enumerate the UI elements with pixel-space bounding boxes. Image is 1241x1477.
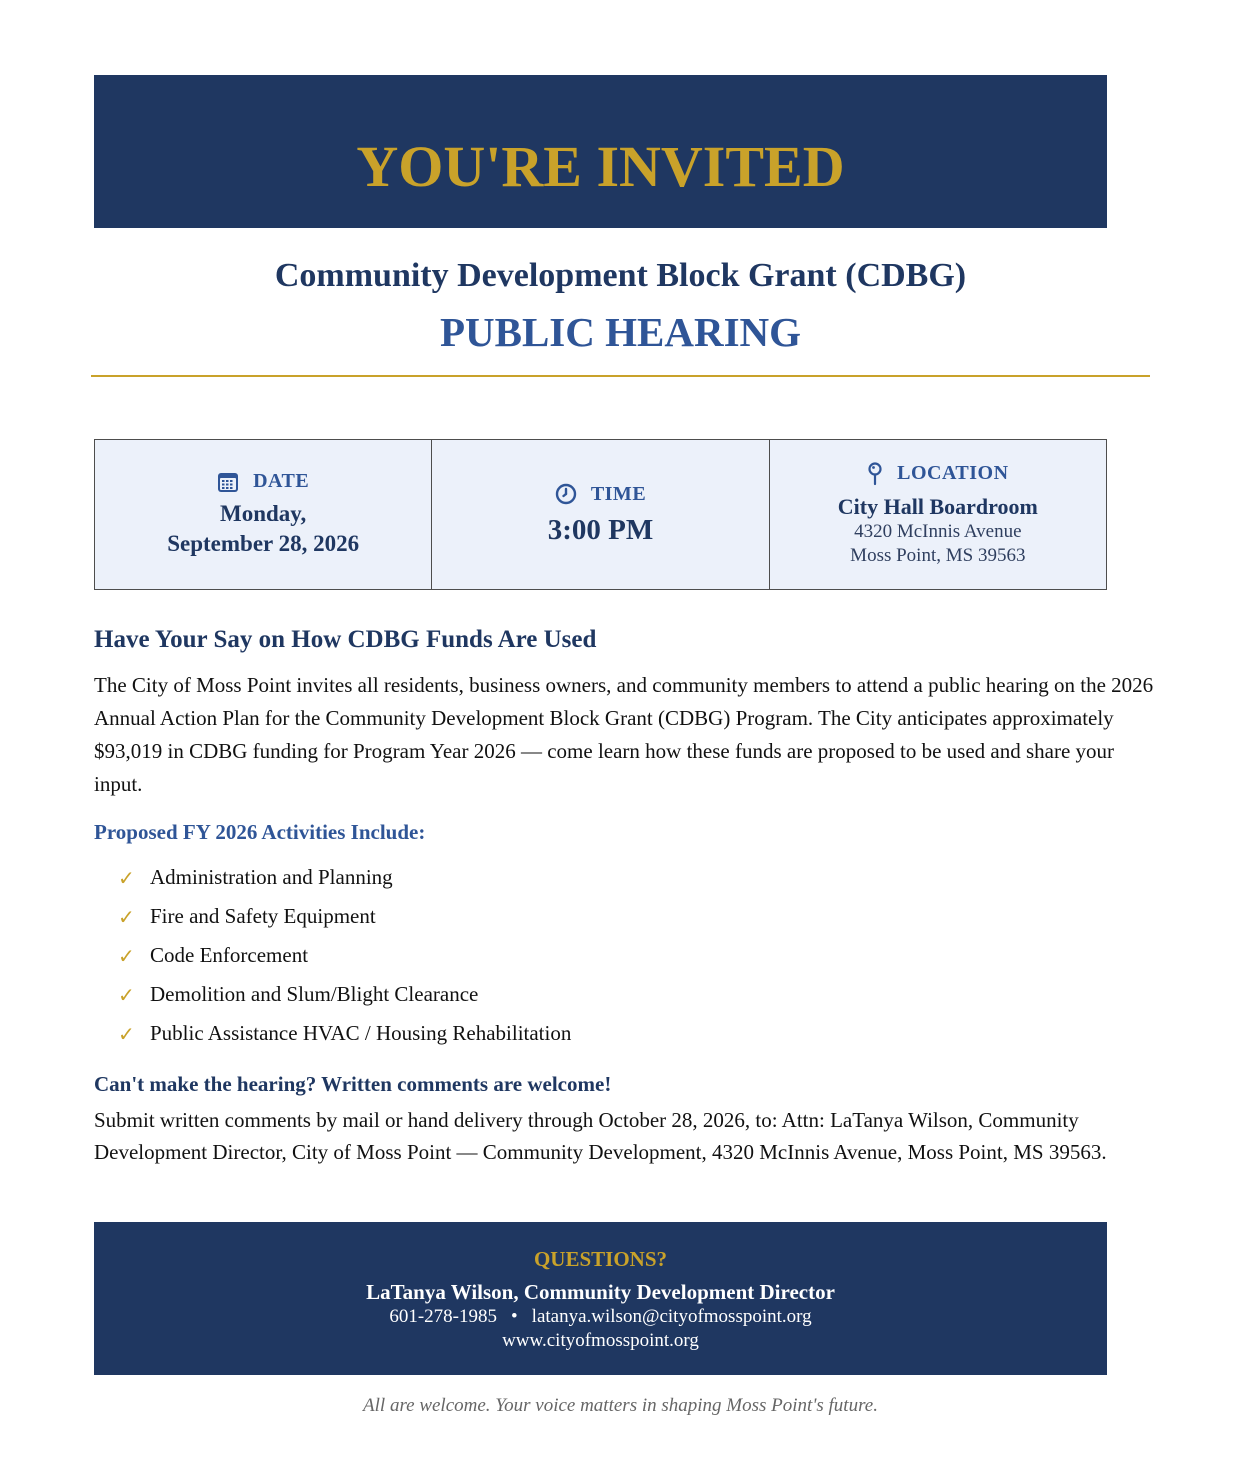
contact-name: LaTanya Wilson, Community Development Director xyxy=(366,1280,835,1304)
intro-paragraph: The City of Moss Point invites all residents, business owners, and community members to attend a public hearing on the 2026 Annual Action Plan for the Community Development Block Grant (CDBG) Program. The City anticipates approximately $93,019 in CDBG funding for Program Year 2026 — come learn how these funds are proposed to be used and share your input. xyxy=(94,673,1154,796)
questions-heading: QUESTIONS? xyxy=(533,1247,668,1271)
time-label: TIME xyxy=(590,482,647,505)
date-cell xyxy=(95,440,432,589)
date-line1: Monday, xyxy=(220,501,307,526)
location-cell xyxy=(770,440,1106,589)
check-icon: ✓ xyxy=(118,982,135,1007)
date-line2: September 28, 2026 xyxy=(167,531,360,556)
contact-line xyxy=(94,1306,1107,1328)
contact-website[interactable]: www.cityofmosspoint.org xyxy=(502,1330,699,1351)
comments-paragraph: Submit written comments by mail or hand delivery through October 28, 2026, to: Attn: LaTanya Wilson, Community Development Director, City of Moss Point — Community Development, 4320 McInnis Avenue, Moss Point, MS 39563. xyxy=(94,1108,1107,1164)
comments-heading: Can't make the hearing? Written comments are welcome! xyxy=(94,1072,612,1096)
map-pin-icon xyxy=(867,462,883,486)
location-address2: Moss Point, MS 39563 xyxy=(850,544,1026,566)
check-icon: ✓ xyxy=(118,865,135,890)
location-name: City Hall Boardroom xyxy=(837,493,1038,519)
calendar-icon xyxy=(217,471,239,493)
tagline: All are welcome. Your voice matters in shaping Moss Point's future. xyxy=(363,1395,878,1416)
list-item: ✓ Code Enforcement xyxy=(118,943,309,968)
location-label: LOCATION xyxy=(897,462,1009,484)
list-item: ✓ Public Assistance HVAC / Housing Rehabilitation xyxy=(118,1021,572,1046)
clock-icon xyxy=(555,483,577,505)
check-icon: ✓ xyxy=(118,1021,135,1046)
activities-heading: Proposed FY 2026 Activities Include: xyxy=(94,820,426,844)
event-title: PUBLIC HEARING xyxy=(439,309,802,355)
program-title: Community Development Block Grant (CDBG) xyxy=(274,257,967,294)
event-details xyxy=(94,439,1107,590)
check-icon: ✓ xyxy=(118,904,135,929)
date-label: DATE xyxy=(253,470,310,492)
time-value: 3:00 PM xyxy=(547,513,654,546)
check-icon: ✓ xyxy=(118,943,135,968)
bullet-separator: • xyxy=(511,1306,518,1327)
contact-phone[interactable]: 601-278-1985 xyxy=(389,1306,498,1327)
time-cell xyxy=(432,440,769,589)
list-item: ✓ Fire and Safety Equipment xyxy=(118,904,376,929)
activities-list xyxy=(118,858,571,1053)
city-name: CITY OF MOSS POINT, MISSISSIPPI xyxy=(428,28,773,50)
contact-email[interactable]: latanya.wilson@cityofmosspoint.org xyxy=(531,1306,812,1327)
divider xyxy=(91,375,1150,377)
location-address1: 4320 McInnis Avenue xyxy=(854,520,1022,542)
invited-headline: YOU'RE INVITED xyxy=(356,134,845,199)
contact-banner xyxy=(94,1222,1107,1375)
section-heading-say: Have Your Say on How CDBG Funds Are Used xyxy=(94,626,597,653)
list-item: ✓ Administration and Planning xyxy=(118,865,393,890)
header-banner xyxy=(94,28,1107,228)
list-item: ✓ Demolition and Slum/Blight Clearance xyxy=(118,982,479,1007)
